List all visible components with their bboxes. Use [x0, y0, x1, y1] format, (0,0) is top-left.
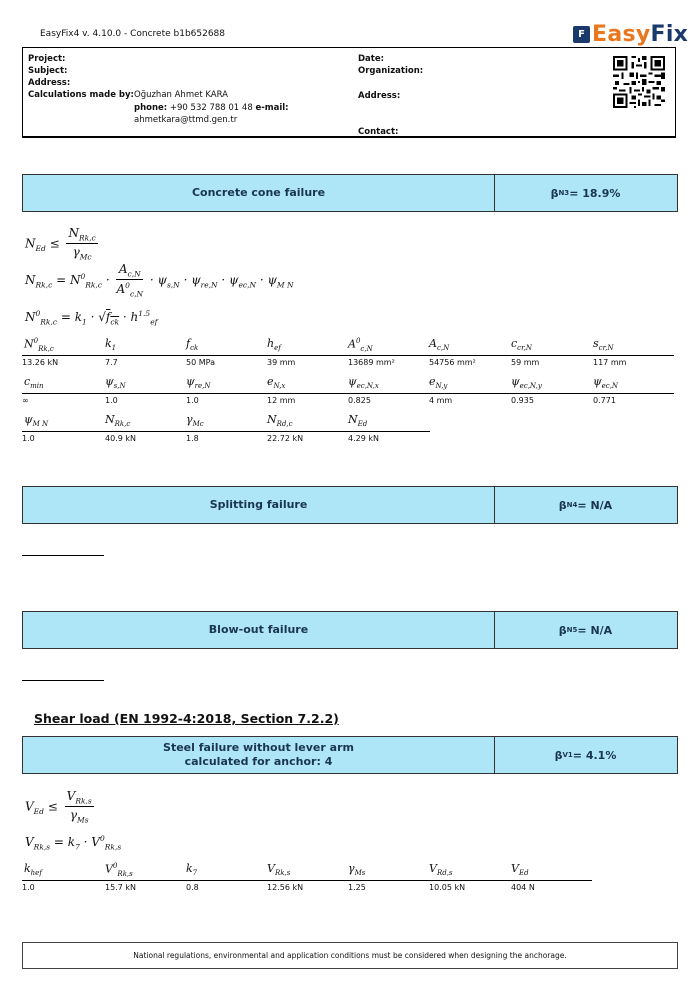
calc-by-label: Calculations made by:	[28, 90, 134, 100]
utilization-value: β N5 = N/A	[558, 623, 613, 637]
shear-values-table: $k_{hef}$ $V^0_{Rk,s}$ $k_7$ $V_{Rk,s}$ $\gamma_{Ms}$ $V_{Rd,s}$ $V_{Ed}$ 1.0 15.7 kN 0.8 12.56 kN 1.25 10.05 kN 404 N	[22, 862, 592, 896]
table-cell: ∞	[22, 396, 29, 405]
address2-label: Address:	[358, 91, 401, 101]
table-cell: 0.771	[593, 396, 616, 405]
section-title: Steel failure without lever arm calculated for anchor: 4	[23, 737, 495, 773]
cone-values-table-3: $\psi_{M N}$ $N_{Rk,c}$ $\gamma_{Mc}$ $N_{Rd,c}$ $N_{Ed}$ 1.0 40.9 kN 1.8 22.72 kN 4.29 kN	[22, 413, 430, 447]
splitting-failure-section-header	[22, 486, 678, 524]
subject-label: Subject:	[28, 66, 68, 76]
easyfix-logo	[573, 22, 688, 46]
phone-value: +90 532 788 01 48	[169, 103, 253, 113]
divider	[22, 680, 104, 681]
table-cell: 12.56 kN	[267, 883, 304, 892]
phone-label: phone:	[134, 103, 168, 113]
table-cell: 40.9 kN	[105, 434, 136, 443]
utilization-value: β N4 = N/A	[558, 498, 613, 512]
footer-disclaimer: National regulations, environmental and application conditions must be considered when designing the anchorage.	[22, 942, 678, 969]
email-label: e-mail:	[255, 103, 289, 113]
table-cell: 10.05 kN	[429, 883, 466, 892]
table-cell: 50 MPa	[186, 358, 215, 367]
table-cell: 59 mm	[511, 358, 540, 367]
table-cell: 22.72 kN	[267, 434, 304, 443]
formula-vrks: $V_{Rk,s} = k_7 \cdot V^0_{Rk,s}$	[25, 834, 122, 852]
shear-load-heading: Shear load (EN 1992-4:2018, Section 7.2.2)	[34, 711, 339, 726]
date-label: Date:	[358, 54, 385, 64]
logo-easy-text: Easy	[592, 21, 651, 47]
formula-ved-check: $V_{Ed}$ ≤ $\frac{V_{Rk,s}}{\gamma_{Ms}}$	[25, 789, 92, 825]
table-cell: 0.935	[511, 396, 534, 405]
table-cell: 0.8	[186, 883, 199, 892]
table-cell: 1.0	[105, 396, 118, 405]
concrete-cone-section-header	[22, 174, 678, 212]
project-label: Project:	[28, 54, 66, 64]
section-title: Blow-out failure	[23, 612, 495, 648]
contact-label: Contact:	[358, 127, 399, 137]
table-cell: 1.0	[186, 396, 199, 405]
table-cell: 4 mm	[429, 396, 453, 405]
organization-label: Organization:	[358, 66, 424, 76]
section-title: Concrete cone failure	[23, 175, 495, 211]
calc-by-name: Oğuzhan Ahmet KARA	[134, 90, 228, 100]
utilization-value: β V1 = 4.1%	[554, 748, 617, 762]
table-cell: 4.29 kN	[348, 434, 379, 443]
app-title: EasyFix4 v. 4.10.0 - Concrete b1b652688	[40, 29, 226, 39]
table-cell: 404 N	[511, 883, 535, 892]
steel-failure-section-header	[22, 736, 678, 774]
table-cell: 13.26 kN	[22, 358, 59, 367]
logo-fix-text: Fix	[650, 21, 689, 47]
phone-line	[134, 103, 289, 113]
table-cell: 1.8	[186, 434, 199, 443]
utilization-value: β N3 = 18.9%	[550, 186, 621, 200]
cone-values-table-2: $c_{min}$ $\psi_{s,N}$ $\psi_{re,N}$ $e_{N,x}$ $\psi_{ec,N,x}$ $e_{N,y}$ $\psi_{ec,N,y}$ $\psi_{ec,N}$ ∞ 1.0 1.0 12 mm 0.825 4 mm 0.935 0.771	[22, 375, 674, 409]
table-cell: 1.0	[22, 434, 35, 443]
table-cell: 15.7 kN	[105, 883, 136, 892]
table-cell: 117 mm	[593, 358, 627, 367]
qr-code-icon	[613, 56, 665, 108]
table-cell: 1.25	[348, 883, 366, 892]
table-cell: 1.0	[22, 883, 35, 892]
formula-nrkc0: $N^0_{Rk,c} = k_1 \cdot √f_{ck} \cdot h^{1.5}_{ef}$	[25, 309, 158, 327]
logo-mark-icon: F	[573, 26, 590, 43]
cone-values-table-1: $N^0_{Rk,c}$ $k_1$ $f_{ck}$ $h_{ef}$ $A^0_{c,N}$ $A_{c,N}$ $c_{cr,N}$ $s_{cr,N}$ 13.26 kN 7.7 50 MPa 39 mm 13689 mm² 54756 mm² 59 mm 117 mm	[22, 337, 674, 371]
blowout-failure-section-header	[22, 611, 678, 649]
table-cell: 13689 mm²	[348, 358, 395, 367]
email-value: ahmetkara@ttmd.gen.tr	[134, 115, 238, 125]
table-cell: 54756 mm²	[429, 358, 476, 367]
formula-ned-check: $N_{Ed}$ ≤ $\frac{N_{Rk,c}}{\gamma_{Mc}}$	[25, 226, 96, 262]
section-title: Splitting failure	[23, 487, 495, 523]
table-cell: 12 mm	[267, 396, 296, 405]
address-label: Address:	[28, 78, 71, 88]
table-cell: 0.825	[348, 396, 371, 405]
table-cell: 39 mm	[267, 358, 296, 367]
table-cell: 7.7	[105, 358, 118, 367]
formula-nrkc: $N_{Rk,c} = N^0_{Rk,c}$ · $\frac{A_{c,N}}{A^0_{c,N}}$ · $\psi_{s,N} \cdot \psi_{re,N} \cdot \psi_{ec,N} \cdot \psi_{M N}$	[25, 262, 294, 299]
divider	[22, 555, 104, 556]
